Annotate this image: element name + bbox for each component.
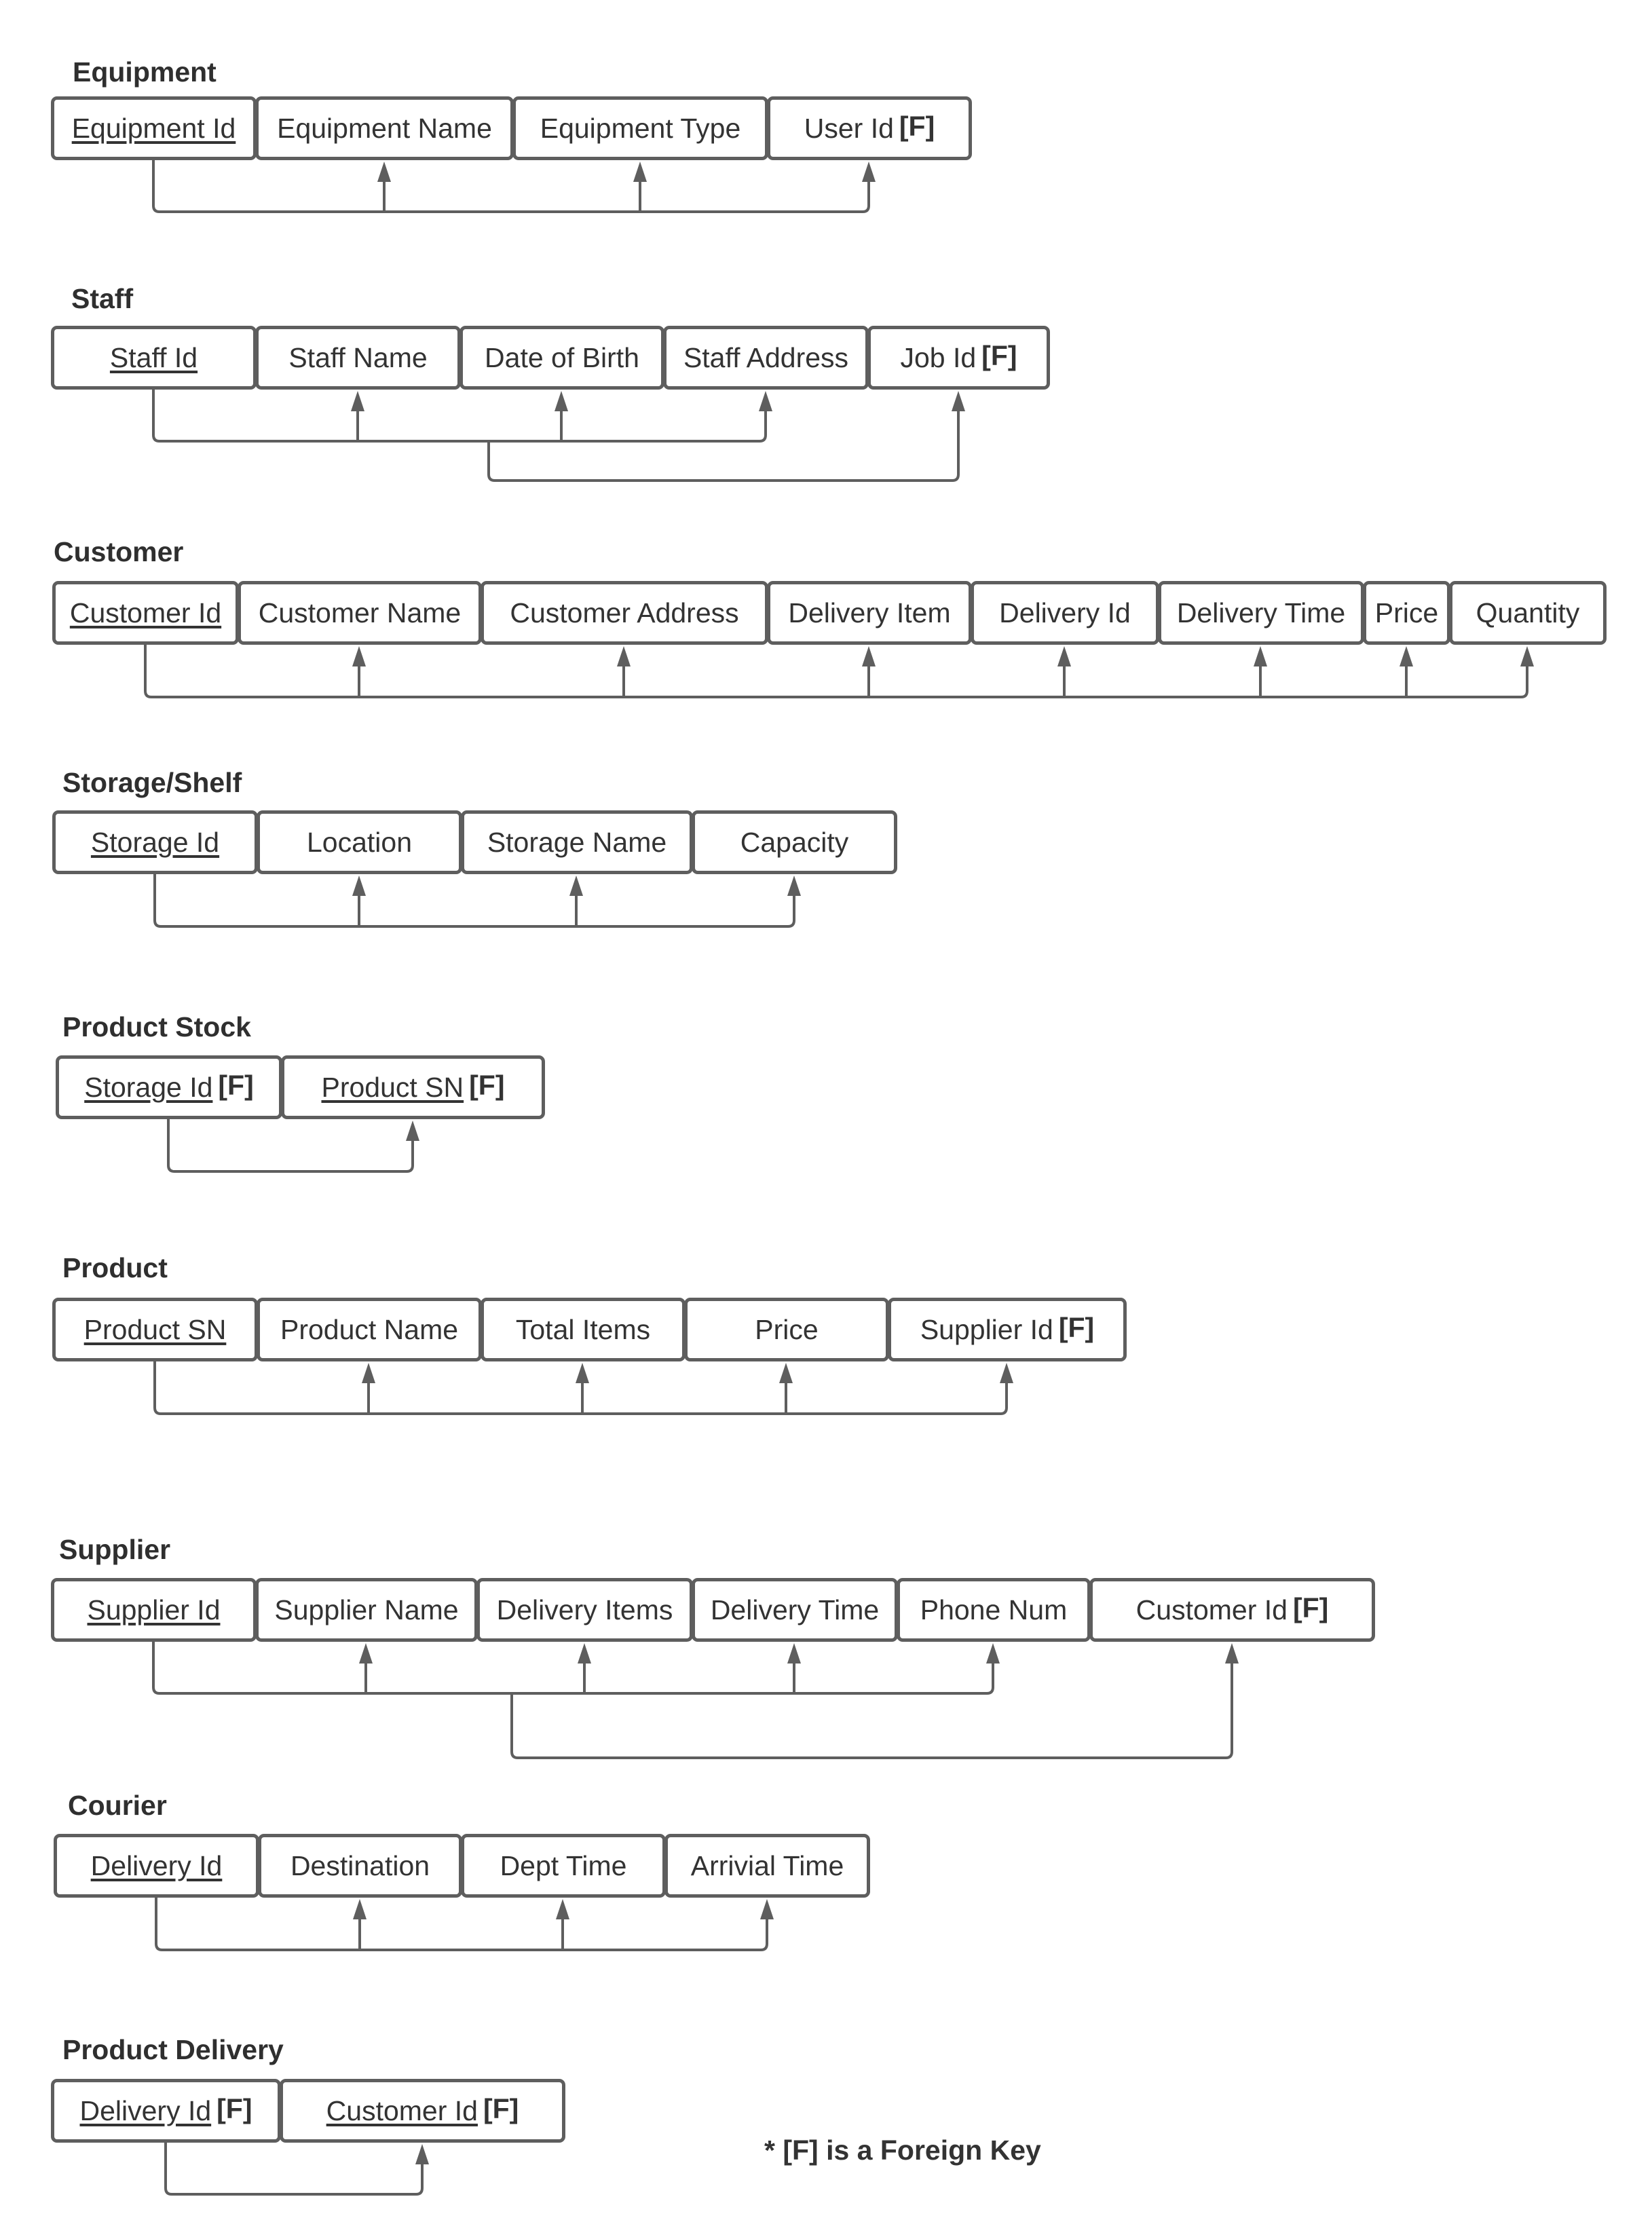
arrowhead-staff-1-0 — [952, 391, 965, 411]
arrowhead-supplier-1-0 — [1225, 1643, 1239, 1663]
field-label: Product Name — [280, 1313, 459, 1345]
arrowhead-courier-0-2 — [760, 1899, 774, 1919]
primary-key-label: Product SN — [83, 1313, 227, 1345]
primary-key-label: Supplier Id — [87, 1594, 221, 1625]
fd-line-product-delivery-0 — [166, 2143, 422, 2194]
foreign-key-marker: [F] — [483, 2092, 519, 2124]
arrowhead-supplier-0-2 — [787, 1643, 801, 1663]
field-label: Customer Id — [1135, 1594, 1288, 1625]
field-supplier-supplier-name — [255, 1578, 478, 1642]
primary-key-label: Customer Id — [326, 2094, 478, 2126]
arrowhead-product-0-1 — [576, 1363, 589, 1383]
field-storage-shelf-location — [257, 810, 462, 874]
field-label: Delivery Id — [999, 597, 1131, 628]
primary-key-label: Equipment Id — [71, 112, 236, 144]
arrowhead-equipment-0-2 — [862, 162, 876, 182]
field-product-supplier-id — [888, 1298, 1127, 1361]
foreign-key-marker: [F] — [899, 110, 935, 142]
table-title-staff: Staff — [71, 283, 134, 314]
field-product-stock-product-sn — [281, 1055, 545, 1119]
table-title-storage-shelf: Storage/Shelf — [62, 767, 242, 798]
field-label: Staff Name — [288, 341, 428, 373]
field-equipment-user-id — [767, 96, 972, 160]
field-label: Delivery Item — [788, 597, 951, 628]
field-supplier-customer-id — [1089, 1578, 1375, 1642]
field-label: Storage Name — [487, 826, 667, 858]
table-title-product: Product — [62, 1252, 168, 1283]
field-customer-quantity — [1449, 581, 1607, 645]
field-label: Price — [755, 1313, 819, 1345]
field-equipment-equipment-name — [255, 96, 514, 160]
field-label: Date of Birth — [485, 341, 639, 373]
field-label: Destination — [290, 1849, 430, 1881]
field-supplier-delivery-items — [476, 1578, 693, 1642]
field-product-product-sn — [52, 1298, 258, 1361]
field-customer-delivery-time — [1158, 581, 1364, 645]
field-label: User Id — [804, 112, 894, 144]
arrowhead-customer-0-2 — [862, 646, 876, 666]
arrowhead-staff-0-1 — [555, 391, 568, 411]
field-storage-shelf-capacity — [692, 810, 897, 874]
field-staff-date-of-birth — [459, 326, 664, 390]
arrowhead-customer-0-5 — [1400, 646, 1413, 666]
primary-key-label: Product SN — [321, 1071, 464, 1103]
field-label: Delivery Items — [496, 1594, 673, 1625]
field-label: Total Items — [515, 1313, 651, 1345]
field-courier-dept-time — [461, 1834, 666, 1898]
field-label: Price — [1374, 597, 1439, 628]
arrowhead-product-delivery-0-0 — [415, 2144, 429, 2164]
foreign-key-marker: [F] — [1292, 1592, 1329, 1623]
fd-line-staff-1 — [489, 409, 958, 481]
table-title-product-delivery: Product Delivery — [62, 2034, 284, 2065]
foreign-key-marker: [F] — [218, 1069, 254, 1101]
table-title-customer: Customer — [54, 536, 184, 567]
field-staff-staff-id — [51, 326, 257, 390]
field-product-product-name — [257, 1298, 482, 1361]
fd-line-courier-0 — [156, 1898, 767, 1950]
field-courier-destination — [258, 1834, 462, 1898]
field-supplier-phone-num — [897, 1578, 1091, 1642]
field-label: Location — [306, 826, 412, 858]
field-label: Equipment Type — [540, 112, 741, 144]
field-staff-staff-name — [255, 326, 461, 390]
arrowhead-supplier-0-3 — [986, 1643, 1000, 1663]
arrowhead-courier-0-1 — [556, 1899, 569, 1919]
arrowhead-supplier-0-1 — [578, 1643, 591, 1663]
fd-line-supplier-0 — [153, 1642, 993, 1693]
field-label: Arrivial Time — [690, 1849, 844, 1881]
field-storage-shelf-storage-id — [52, 810, 258, 874]
fd-line-product-stock-0 — [168, 1119, 413, 1171]
table-title-courier: Courier — [68, 1790, 167, 1821]
field-label: Delivery Time — [1176, 597, 1346, 628]
field-label: Equipment Name — [277, 112, 492, 144]
field-staff-staff-address — [663, 326, 869, 390]
arrowhead-product-0-3 — [1000, 1363, 1013, 1383]
arrowhead-storage-shelf-0-2 — [787, 876, 801, 896]
field-equipment-equipment-id — [51, 96, 257, 160]
field-label: Quantity — [1476, 597, 1580, 628]
foreign-key-marker: [F] — [1058, 1311, 1095, 1343]
field-label: Staff Address — [683, 341, 849, 373]
foreign-key-footnote: * [F] is a Foreign Key — [764, 2135, 1041, 2166]
field-product-delivery-delivery-id — [51, 2079, 281, 2143]
field-label: Delivery Time — [710, 1594, 880, 1625]
field-staff-job-id — [867, 326, 1050, 390]
arrowhead-product-0-0 — [362, 1363, 375, 1383]
table-title-supplier: Supplier — [59, 1534, 171, 1565]
arrowhead-equipment-0-1 — [633, 162, 647, 182]
arrowhead-customer-0-3 — [1057, 646, 1071, 666]
foreign-key-marker: [F] — [217, 2092, 252, 2124]
field-product-delivery-customer-id — [280, 2079, 565, 2143]
field-label: Customer Address — [510, 597, 739, 628]
field-label: Supplier Id — [920, 1313, 1053, 1345]
field-product-stock-storage-id — [56, 1055, 282, 1119]
field-label: Capacity — [740, 826, 849, 858]
fd-line-customer-0 — [145, 645, 1527, 697]
field-customer-price — [1363, 581, 1450, 645]
fd-line-equipment-0 — [153, 160, 869, 212]
field-customer-delivery-id — [971, 581, 1159, 645]
fd-line-storage-shelf-0 — [155, 874, 794, 926]
primary-key-label: Storage Id — [90, 826, 220, 858]
fd-line-staff-0 — [153, 390, 766, 441]
table-title-product-stock: Product Stock — [62, 1011, 251, 1042]
arrowhead-customer-0-6 — [1520, 646, 1534, 666]
primary-key-label: Customer Id — [69, 597, 222, 628]
field-label: Job Id — [900, 341, 977, 373]
field-courier-arrivial-time — [664, 1834, 870, 1898]
arrowhead-customer-0-4 — [1254, 646, 1267, 666]
field-storage-shelf-storage-name — [461, 810, 693, 874]
foreign-key-marker: [F] — [469, 1069, 505, 1101]
arrowhead-customer-0-1 — [617, 646, 631, 666]
arrowhead-storage-shelf-0-1 — [569, 876, 583, 896]
field-product-total-items — [481, 1298, 686, 1361]
arrowhead-staff-0-0 — [351, 391, 364, 411]
arrowhead-product-stock-0-0 — [406, 1121, 419, 1141]
field-customer-customer-id — [52, 581, 239, 645]
arrowhead-product-0-2 — [779, 1363, 793, 1383]
field-customer-customer-name — [238, 581, 482, 645]
field-label: Customer Name — [258, 597, 462, 628]
field-customer-customer-address — [481, 581, 768, 645]
field-equipment-equipment-type — [512, 96, 768, 160]
table-title-equipment: Equipment — [73, 56, 217, 88]
arrowhead-staff-0-2 — [759, 391, 772, 411]
field-supplier-supplier-id — [51, 1578, 257, 1642]
arrowhead-customer-0-0 — [352, 646, 366, 666]
arrowhead-equipment-0-0 — [377, 162, 391, 182]
foreign-key-marker: [F] — [981, 339, 1017, 371]
arrowhead-courier-0-0 — [353, 1899, 367, 1919]
field-label: Phone Num — [920, 1594, 1068, 1625]
primary-key-label: Staff Id — [109, 341, 198, 373]
field-courier-delivery-id — [54, 1834, 259, 1898]
primary-key-label: Delivery Id — [79, 2094, 212, 2126]
field-supplier-delivery-time — [692, 1578, 898, 1642]
arrowhead-storage-shelf-0-0 — [352, 876, 366, 896]
fd-line-supplier-1 — [512, 1661, 1232, 1758]
field-label: Supplier Name — [274, 1594, 459, 1625]
arrowhead-supplier-0-0 — [359, 1643, 373, 1663]
field-customer-delivery-item — [767, 581, 972, 645]
primary-key-label: Delivery Id — [90, 1849, 223, 1881]
primary-key-label: Storage Id — [84, 1071, 213, 1103]
field-label: Dept Time — [500, 1849, 627, 1881]
field-product-price — [684, 1298, 889, 1361]
